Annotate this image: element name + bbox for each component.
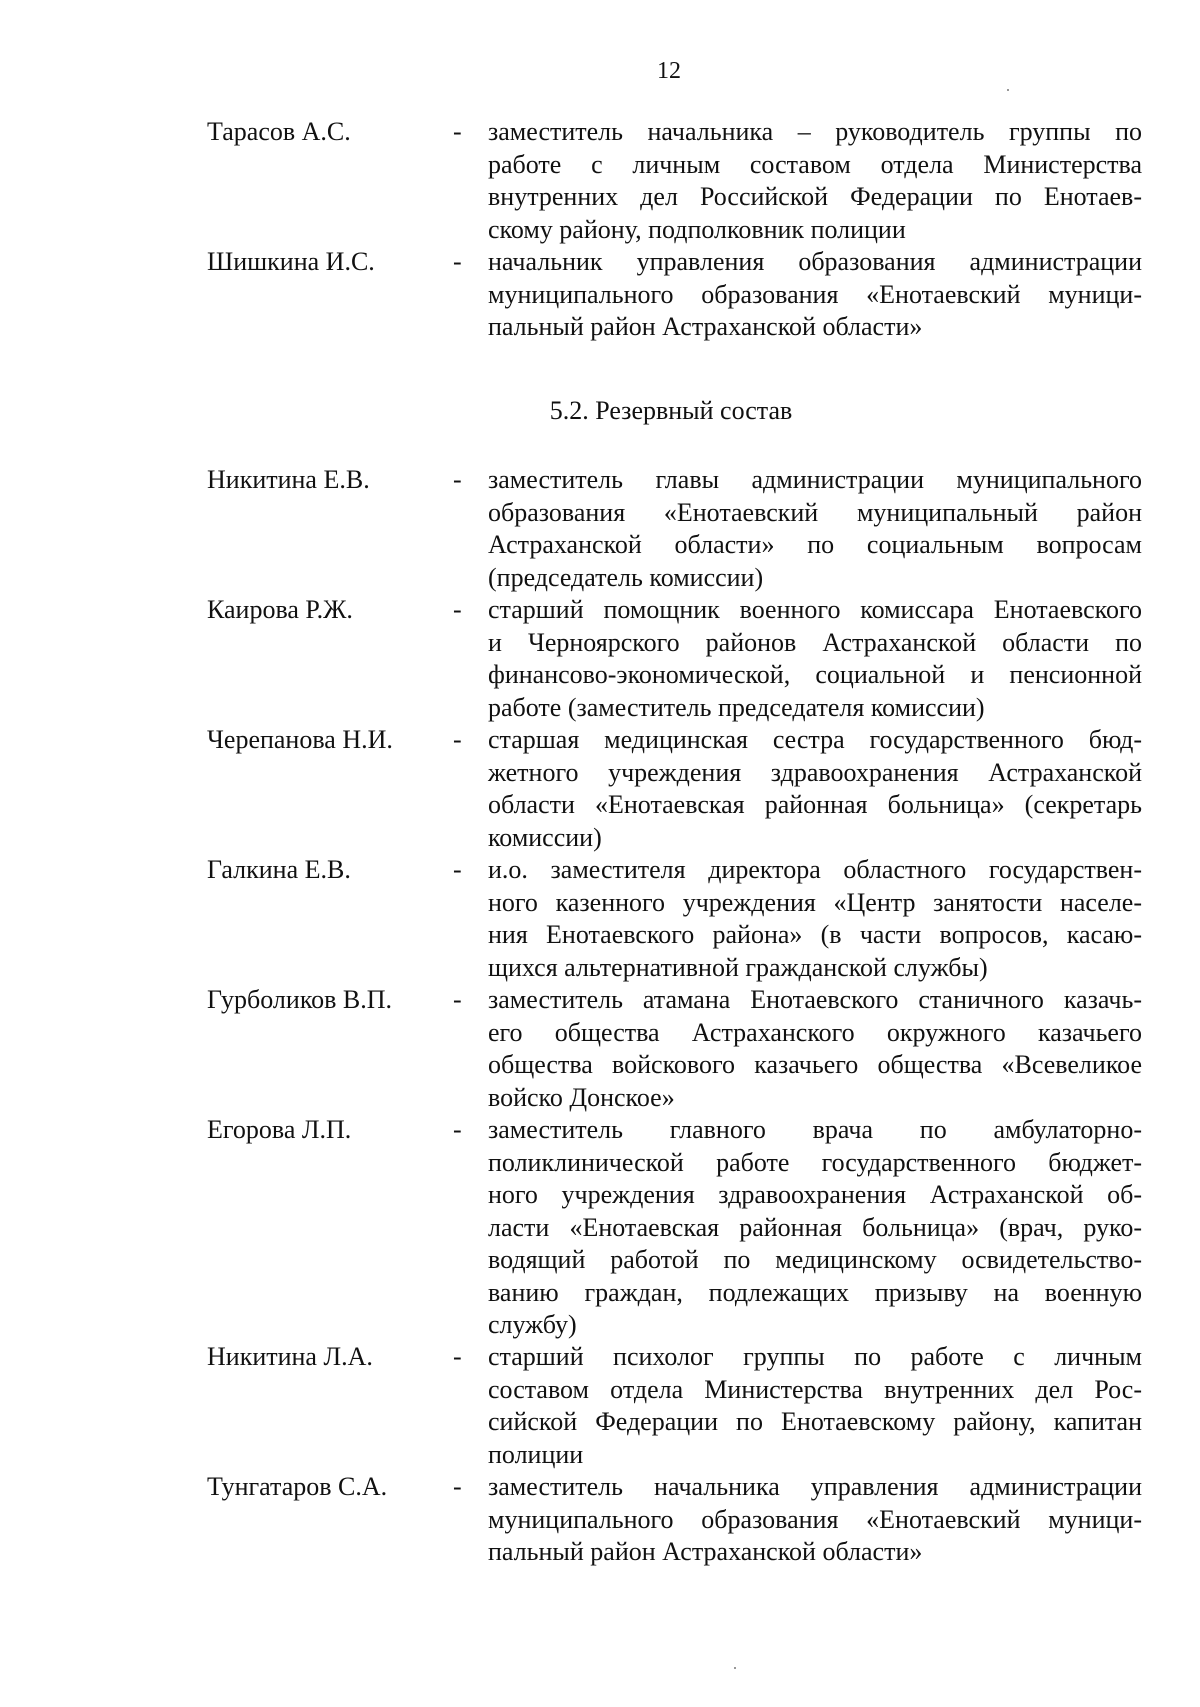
description-line: старший психолог группы по работе с личным — [488, 1342, 1142, 1371]
member-name: Шишкина И.С. — [207, 247, 375, 276]
member-description — [488, 594, 1142, 724]
member-description — [488, 1471, 1142, 1569]
description-line: и.о. заместителя директора областного государствен- — [488, 855, 1142, 884]
description-line: водящий работой по медицинскому освидетельство- — [488, 1245, 1142, 1274]
description-line: комиссии) — [488, 822, 602, 852]
description-line: заместитель атамана Енотаевского станичного казачь- — [488, 985, 1142, 1014]
member-description — [488, 1114, 1142, 1342]
description-line: муниципального образования «Енотаевский муници- — [488, 1504, 1142, 1534]
description-line: внутренних дел Российской Федерации по Енотаев- — [488, 182, 1142, 211]
dash-separator: - — [453, 117, 462, 146]
description-line: полиции — [488, 1439, 584, 1469]
description-line: составом отдела Министерства внутренних дел Рос- — [488, 1374, 1142, 1404]
description-line: сийской Федерации по Енотаевскому району, капитан — [488, 1407, 1142, 1436]
member-name: Галкина Е.В. — [207, 855, 351, 884]
member-name: Гурболиков В.П. — [207, 985, 393, 1014]
description-line: Астраханской области» по социальным вопросам — [488, 530, 1142, 559]
member-description — [488, 724, 1142, 854]
description-line: финансово-экономической, социальной и пенсионной — [488, 660, 1142, 689]
member-description — [488, 246, 1142, 344]
description-line: начальник управления образования администрации — [488, 247, 1142, 276]
scan-speck — [734, 1667, 736, 1669]
description-line: его общества Астраханского окружного казачьего — [488, 1017, 1142, 1047]
description-line: заместитель начальника – руководитель группы по — [488, 117, 1142, 146]
description-line: ного учреждения здравоохранения Астраханской об- — [488, 1180, 1142, 1209]
description-line: жетного учреждения здравоохранения Астраханской — [488, 757, 1142, 787]
member-name: Никитина Е.В. — [207, 465, 370, 494]
page-number: 12 — [657, 58, 681, 84]
dash-separator: - — [453, 1115, 462, 1144]
description-line: заместитель главы администрации муниципального — [488, 465, 1142, 494]
dash-separator: - — [453, 247, 462, 276]
description-line: общества войскового казачьего общества «Всевеликое — [488, 1050, 1142, 1079]
member-description — [488, 464, 1142, 594]
description-line: старший помощник военного комиссара Енотаевского — [488, 595, 1142, 624]
member-description — [488, 984, 1142, 1114]
member-description — [488, 854, 1142, 984]
description-line: ния Енотаевского района» (в части вопросов, касаю- — [488, 920, 1142, 949]
description-line: области «Енотаевская районная больница» (секретарь — [488, 790, 1142, 819]
description-line: поликлинической работе государственного бюджет- — [488, 1147, 1142, 1177]
description-line: войско Донское» — [488, 1082, 675, 1112]
dash-separator: - — [453, 725, 462, 754]
member-name: Тарасов А.С. — [207, 117, 351, 146]
description-line: муниципального образования «Енотаевский муници- — [488, 279, 1142, 309]
description-line: работе с личным составом отдела Министерства — [488, 149, 1142, 179]
description-line: работе (заместитель председателя комиссии) — [488, 692, 985, 722]
dash-separator: - — [453, 1342, 462, 1371]
member-name: Черепанова Н.И. — [207, 725, 393, 754]
description-line: щихся альтернативной гражданской службы) — [488, 952, 988, 982]
member-description — [488, 1341, 1142, 1471]
description-line: заместитель главного врача по амбулаторно- — [488, 1115, 1142, 1144]
description-line: ванию граждан, подлежащих призыву на военную — [488, 1277, 1142, 1307]
description-line: и Черноярского районов Астраханской области по — [488, 627, 1142, 657]
dash-separator: - — [453, 1472, 462, 1501]
description-line: (председатель комиссии) — [488, 562, 764, 592]
description-line: ного казенного учреждения «Центр занятости населе- — [488, 887, 1142, 917]
dash-separator: - — [453, 985, 462, 1014]
member-name: Никитина Л.А. — [207, 1342, 373, 1371]
description-line: скому району, подполковник полиции — [488, 214, 906, 244]
dash-separator: - — [453, 855, 462, 884]
dash-separator: - — [453, 465, 462, 494]
description-line: старшая медицинская сестра государственного бюд- — [488, 725, 1142, 754]
description-line: пальный район Астраханской области» — [488, 312, 923, 341]
member-name: Тунгатаров С.А. — [207, 1472, 388, 1501]
description-line: заместитель начальника управления администрации — [488, 1472, 1142, 1501]
section-title: 5.2. Резервный состав — [549, 396, 793, 425]
scan-speck — [1007, 89, 1009, 91]
description-line: ласти «Енотаевская районная больница» (врач, руко- — [488, 1212, 1142, 1242]
dash-separator: - — [453, 595, 462, 624]
member-name: Каирова Р.Ж. — [207, 595, 353, 624]
description-line: пальный район Астраханской области» — [488, 1537, 923, 1566]
description-line: образования «Енотаевский муниципальный район — [488, 497, 1142, 527]
member-name: Егорова Л.П. — [207, 1115, 352, 1144]
description-line: службу) — [488, 1310, 577, 1339]
member-description — [488, 116, 1142, 246]
